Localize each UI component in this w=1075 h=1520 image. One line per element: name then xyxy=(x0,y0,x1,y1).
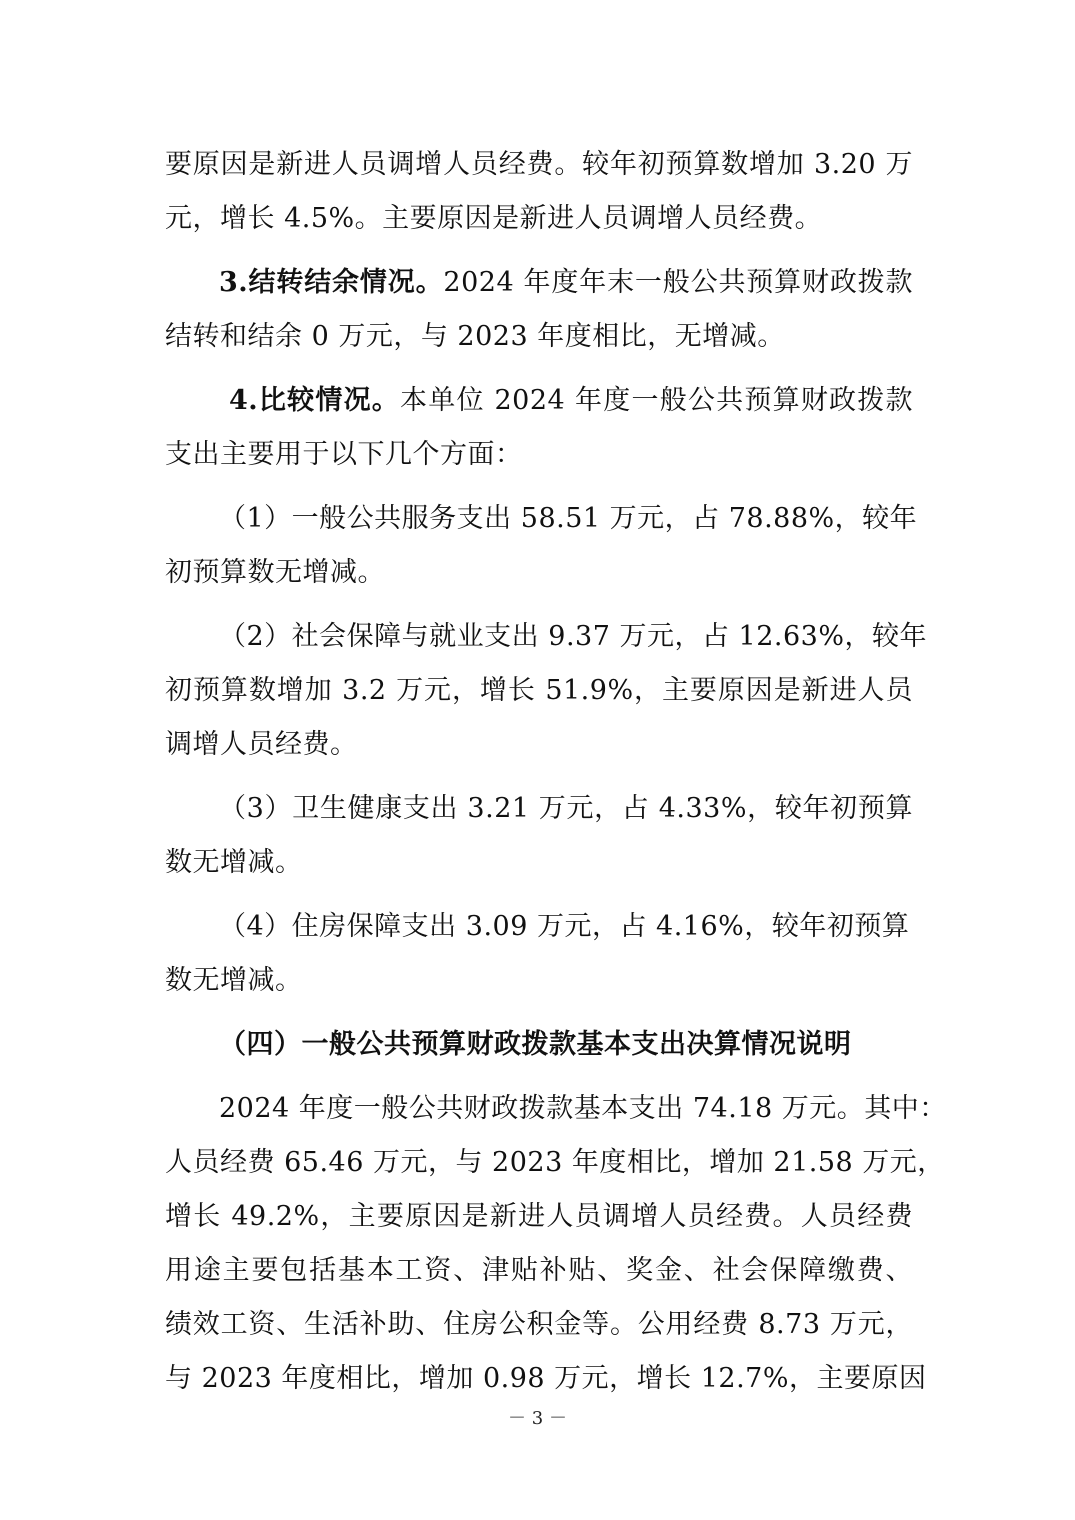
text-line: 要原因是新进人员调增人员经费。较年初预算数增加 3.20 万 xyxy=(165,149,913,180)
page-number: － 3 － xyxy=(508,1408,567,1429)
text-line: 增长 49.2%，主要原因是新进人员调增人员经费。人员经费 xyxy=(165,1201,913,1232)
text-line: 初预算数无增减。 xyxy=(165,557,385,588)
text-line: 2024 年度一般公共财政拨款基本支出 74.18 万元。其中： xyxy=(219,1093,947,1124)
text-line: （2）社会保障与就业支出 9.37 万元，占 12.63%，较年 xyxy=(219,621,927,652)
paragraph-item-2 xyxy=(165,614,927,776)
text-segment: 本单位 2024 年度一般公共预算财政拨款 xyxy=(400,385,913,416)
paragraph-basic-expenditure xyxy=(165,1086,947,1410)
text-line: （3）卫生健康支出 3.21 万元，占 4.33%，较年初预算 xyxy=(219,793,913,824)
text-line: （4）住房保障支出 3.09 万元，占 4.16%，较年初预算 xyxy=(219,911,910,942)
document-body xyxy=(165,142,947,1410)
paragraph-item-4 xyxy=(165,904,913,1012)
text-line: 绩效工资、生活补助、住房公积金等。公用经费 8.73 万元， xyxy=(165,1309,913,1340)
text-line: 初预算数增加 3.2 万元，增长 51.9%，主要原因是新进人员 xyxy=(165,675,913,706)
text-line: 数无增减。 xyxy=(165,965,303,996)
section-label: 4.比较情况。 xyxy=(229,385,401,416)
text-line: 与 2023 年度相比，增加 0.98 万元，增长 12.7%，主要原因 xyxy=(165,1363,927,1394)
section-heading xyxy=(165,1022,913,1076)
text-line: 用途主要包括基本工资、津贴补贴、奖金、社会保障缴费、 xyxy=(165,1255,913,1286)
paragraph-item-1 xyxy=(165,496,918,604)
text-line: 支出主要用于以下几个方面： xyxy=(165,439,523,470)
paragraph-carryover xyxy=(165,260,913,368)
text-segment: 2024 年度年末一般公共预算财政拨款 xyxy=(443,267,913,298)
paragraph-item-3 xyxy=(165,786,913,894)
section-label: 3.结转结余情况。 xyxy=(219,267,444,298)
text-line xyxy=(165,260,913,314)
heading-line: （四）一般公共预算财政拨款基本支出决算情况说明 xyxy=(219,1029,852,1060)
paragraph-comparison xyxy=(165,378,913,486)
text-line: 人员经费 65.46 万元，与 2023 年度相比，增加 21.58 万元， xyxy=(165,1147,945,1178)
paragraph-continuation xyxy=(165,142,913,250)
text-line: 调增人员经费。 xyxy=(165,729,358,760)
text-line: 数无增减。 xyxy=(165,847,303,878)
text-line: （1）一般公共服务支出 58.51 万元，占 78.88%，较年 xyxy=(219,503,918,534)
text-line: 元，增长 4.5%。主要原因是新进人员调增人员经费。 xyxy=(165,203,823,234)
text-line xyxy=(165,378,913,432)
text-line: 结转和结余 0 万元，与 2023 年度相比，无增减。 xyxy=(165,321,785,352)
